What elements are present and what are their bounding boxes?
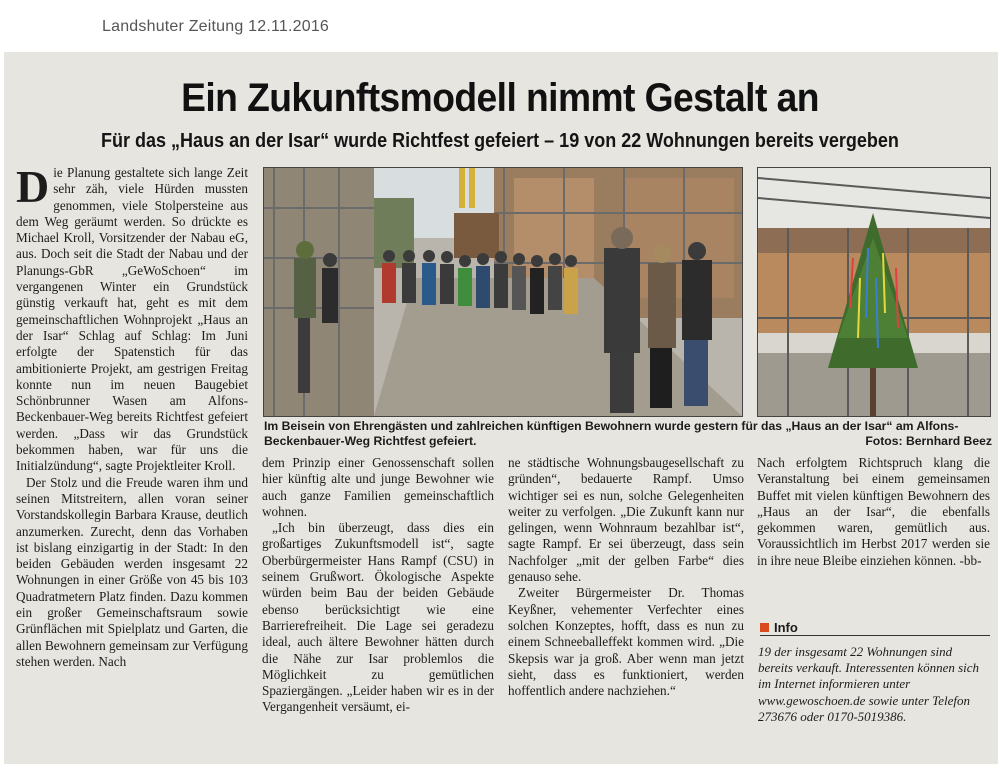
info-square-icon — [760, 623, 769, 632]
topping-out-tree-photo — [758, 168, 990, 416]
article-subheadline: Für das „Haus an der Isar“ wurde Richtfest gefeiert – 19 von 22 Wohnungen bereits vergeben — [101, 130, 899, 152]
article-column-1 — [16, 161, 248, 670]
info-box-header — [760, 620, 990, 636]
paragraph: Zweiter Bürgermeister Dr. Thomas Keyßner, vehementer Verfechter eines solchen Konzeptes, hofft, dass es nun zu einem Schneeballeffekt kommen wird. „Die Skepsis war ja groß. Aber wenn man jetzt sieht, dass es funktioniert, werden hoffentlich andere nachziehen.“ — [508, 585, 744, 699]
construction-site-photo — [264, 168, 742, 416]
paragraph: Nach erfolgtem Richtspruch klang die Veranstaltung bei einem gemeinsamen Buffet mit vielen künftigen Bewohnern des „Haus an der Isar“, die ebenfalls gekommen waren, gemütlich aus. Voraussichtlich im Herbst 2017 werden sie in ihre neue Bleibe einziehen können. -bb- — [757, 455, 990, 568]
newspaper-source-date: Landshuter Zeitung 12.11.2016 — [102, 18, 330, 35]
article-column-2 — [262, 455, 494, 716]
drop-cap: D — [16, 161, 50, 212]
paragraph: Der Stolz und die Freude waren ihm und seinen Mitstreitern, allen voran seiner Vorstandskollegin Barbara Krause, deutlich anzumerken. Zurecht, denn das Vorhaben ist bislang einzigartig in der Stadt: In den beiden Gebäuden werden insgesamt 22 Wohnungen in einer Größe von 45 bis 103 Quadratmetern Platz finden. Dazu kommen ein großer Gemeinschaftsraum sowie Grünflächen mit Spielplatz und Garten, die allen Bewohnern gemeinsam zur Verfügung stehen werden. Nach — [16, 474, 248, 669]
info-box-text: 19 der insgesamt 22 Wohnungen sind bereits verkauft. Interessenten können sich im Internet informieren unter www.gewoschoen.de sowie unter Telefon 273676 oder 0170-5019386. — [758, 644, 980, 724]
photo-richtbaum — [757, 167, 991, 417]
caption-text: Im Beisein von Ehrengästen und zahlreichen künftigen Bewohnern wurde gestern für das „Haus an der Isar“ am Alfons-Beckenbauer-Weg Richtfest gefeiert. — [264, 419, 959, 448]
paragraph: ne städtische Wohnungsbaugesellschaft zu gründen“, bedauerte Rampf. Umso wichtiger sei es nun, solche Gelegenheiten weiter zu verfolgen. „Die Zukunft kann nur gelingen, wenn Wohnraum bezahlbar ist“, sagte Rampf. Er sei überzeugt, dass sein Nachfolger „mit der gelben Farbe“ dies genauso sehe. — [508, 455, 744, 585]
main-photo-richtfest — [263, 167, 743, 417]
paragraph: „Ich bin überzeugt, dass dies ein großartiges Zukunftsmodell ist“, sagte Oberbürgermeister Hans Rampf (CSU) in seinem Grußwort. Ökologische Aspekte würden beim Bau der beiden Gebäude ebenso berücksichtigt wie eine Barrierefreiheit. Die Lage sei geradezu ideal, auch ältere Bewohner hätten durch die Nähe zur Isar problemlos die Möglichkeit zu gemütlichen Spaziergängen. „Leider haben wir es in der Vergangenheit versäumt, ei- — [262, 520, 494, 715]
paragraph: dem Prinzip einer Genossenschaft sollen hier künftig alte und junge Bewohner wie auch ganze Familien gemeinschaftlich wohnen. — [262, 455, 494, 519]
info-label: Info — [774, 620, 798, 635]
article-column-3 — [508, 455, 744, 699]
paragraph: ie Planung gestaltete sich lange Zeit sehr zäh, viele Hürden mussten genommen, viele Stolpersteine aus dem Weg geräumt werden. So drückte es Michael Kroll, Vorsitzender der Nabau eG, aus. Doch seit die Stadt der Nabau und der Planungs-GbR „GeWoSchoen“ im vergangenen Winter ein Grundstück günstig verkauft hat, geht es mit dem gemeinschaftlichen Wohnprojekt „Haus an der Isar“ Schlag auf Schlag: Im Juni erfolgte der Spatenstich für das ambitionierte Projekt, am gestrigen Freitag konnte nun im neuen Baugebiet Schönbrunner Wasen am Alfons-Beckenbauer-Weg bereits Richtfest gefeiert werden. „Dass wir das Grundstück bekommen haben, war für uns die Initialzündung“, sagte Projektleiter Kroll. — [16, 165, 248, 474]
photo-credit: Fotos: Bernhard Beez — [865, 434, 992, 448]
photo-caption — [264, 419, 992, 449]
article-column-4 — [757, 455, 990, 569]
article-headline: Ein Zukunftsmodell nimmt Gestalt an — [181, 76, 819, 120]
